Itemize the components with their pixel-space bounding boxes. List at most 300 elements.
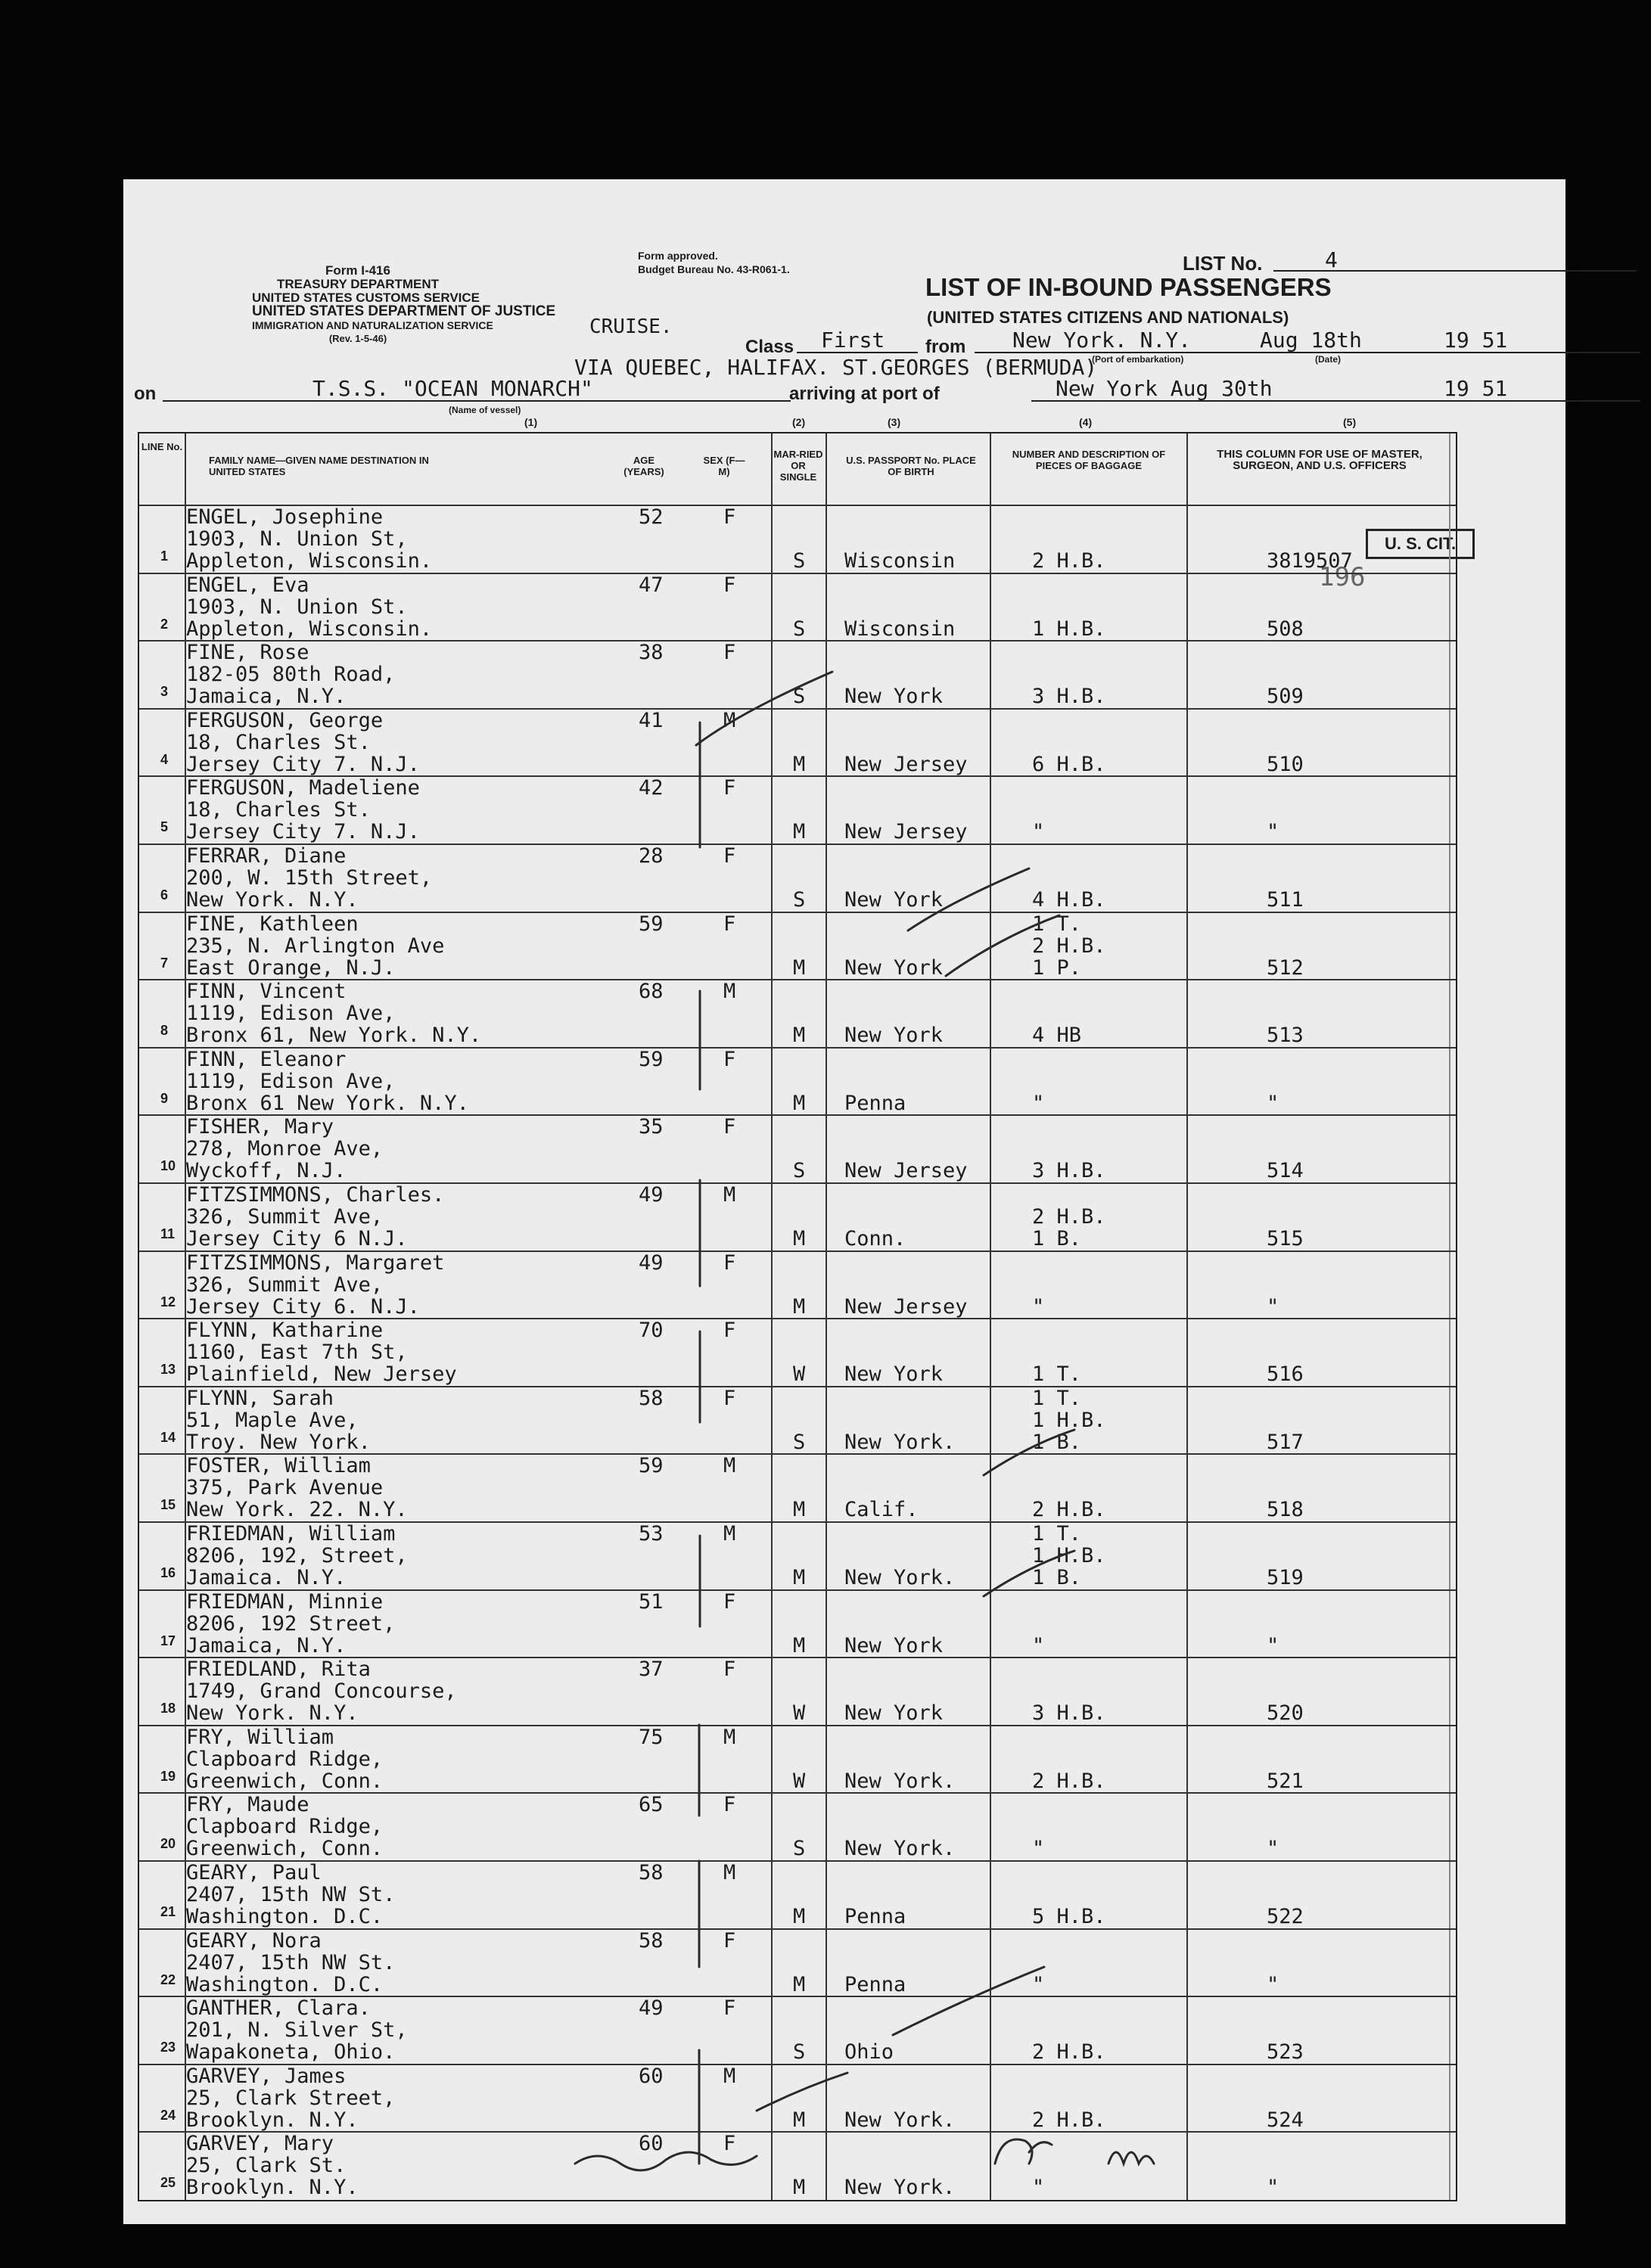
address-line-2: Wapakoneta, Ohio.: [186, 2040, 396, 2065]
passenger-name: FOSTER, William: [186, 1454, 371, 1478]
baggage-value: 4 H.B.: [1032, 888, 1106, 912]
col-num-1: (1): [524, 416, 538, 428]
address-line-2: Bronx 61, New York. N.Y.: [186, 1024, 482, 1048]
line-number: 24: [160, 2107, 176, 2123]
address-line-2: Bronx 61 New York. N.Y.: [186, 1091, 469, 1115]
officer-number: 3819507: [1267, 549, 1353, 573]
marital-status: M: [793, 752, 806, 776]
table-row: [139, 708, 1456, 776]
officer-number: 524: [1267, 2108, 1304, 2132]
sex-value: M: [723, 980, 736, 1004]
baggage-value: 2 H.B.: [1032, 549, 1106, 573]
table-row: [139, 1047, 1456, 1115]
table-row: [139, 1251, 1456, 1319]
officer-number: ": [1267, 1633, 1279, 1658]
address-line-2: Jamaica, N.Y.: [186, 685, 347, 709]
birthplace: Conn.: [844, 1227, 906, 1251]
officer-number: ": [1267, 1972, 1279, 1996]
address-line-2: Jamaica. N.Y.: [186, 1566, 347, 1589]
passenger-name: FINN, Vincent: [186, 980, 347, 1004]
passenger-name: FERRAR, Diane: [186, 844, 347, 868]
address-line-1: 1119, Edison Ave,: [186, 1002, 396, 1026]
table-row: [139, 1521, 1456, 1589]
baggage-value: 4 HB: [1032, 1024, 1082, 1048]
address-line-2: Appleton, Wisconsin.: [186, 549, 433, 573]
marital-status: M: [793, 1227, 806, 1251]
line-number: 6: [160, 887, 169, 903]
sex-value: F: [723, 1319, 736, 1343]
marital-status: M: [793, 1498, 806, 1522]
baggage-value: 2 H.B.: [1032, 2040, 1106, 2065]
document-title: LIST OF IN-BOUND PASSENGERS: [925, 273, 1332, 301]
officer-number: 519: [1267, 1566, 1304, 1589]
age-value: 37: [639, 1658, 664, 1682]
address-line-1: 18, Charles St.: [186, 730, 371, 754]
table-row: [139, 1114, 1456, 1182]
address-line-2: New York. 22. N.Y.: [186, 1498, 408, 1522]
sex-value: F: [723, 505, 736, 529]
passenger-name: FRIEDLAND, Rita: [186, 1658, 371, 1682]
passenger-name: FRIEDMAN, Minnie: [186, 1589, 384, 1614]
address-line-2: Jamaica, N.Y.: [186, 1633, 347, 1658]
sex-value: M: [723, 1861, 736, 1884]
officer-number: ": [1267, 2176, 1279, 2200]
officer-number: 508: [1267, 617, 1304, 641]
marital-status: S: [793, 888, 806, 912]
baggage-value: 2 H.B.: [1032, 1498, 1106, 1522]
officer-number: 523: [1267, 2040, 1304, 2065]
line-number: 18: [160, 1701, 176, 1717]
sex-value: F: [723, 1793, 736, 1817]
birthplace: Penna: [844, 1972, 906, 1996]
address-line-1: 375, Park Avenue: [186, 1476, 384, 1500]
line-number: 21: [160, 1904, 176, 1919]
marital-status: M: [793, 1091, 806, 1115]
address-line-2: Brooklyn. N.Y.: [186, 2108, 359, 2132]
passenger-name: GEARY, Nora: [186, 1928, 322, 1953]
sex-value: M: [723, 708, 736, 732]
sex-value: M: [723, 2064, 736, 2088]
ins-service: IMMIGRATION AND NATURALIZATION SERVICE: [252, 319, 493, 331]
table-row: [139, 1996, 1456, 2064]
officer-number: 516: [1267, 1362, 1304, 1387]
col-header-sex: SEX (F—M): [703, 455, 745, 477]
line-number: 4: [160, 751, 169, 767]
birthplace: New York.: [844, 1837, 956, 1861]
baggage-value: 6 H.B.: [1032, 752, 1106, 776]
address-line-2: Washington. D.C.: [186, 1905, 384, 1928]
address-line-2: Plainfield, New Jersey: [186, 1362, 457, 1387]
list-no-label: LIST No.: [1183, 252, 1263, 275]
form-number: Form I-416: [325, 263, 390, 278]
address-line-2: Washington. D.C.: [186, 1972, 384, 1996]
baggage-value: ": [1032, 2176, 1045, 2200]
age-value: 59: [639, 912, 664, 936]
sex-value: F: [723, 1589, 736, 1614]
marital-status: W: [793, 1701, 806, 1726]
sex-value: F: [723, 776, 736, 800]
sex-value: M: [723, 1522, 736, 1546]
birthplace: Wisconsin: [844, 617, 956, 641]
officer-number: 518: [1267, 1498, 1304, 1522]
baggage-value: 3 H.B.: [1032, 685, 1106, 709]
sex-value: F: [723, 912, 736, 936]
address-line-1: 1903, N. Union St,: [186, 527, 408, 551]
birthplace: New York.: [844, 1566, 956, 1589]
address-line-2: Jersey City 6 N.J.: [186, 1227, 408, 1251]
age-value: 42: [639, 776, 664, 800]
table-row: [139, 1182, 1456, 1251]
address-line-1: Clapboard Ridge,: [186, 1815, 384, 1839]
marital-status: S: [793, 685, 806, 709]
line-number: 23: [160, 2040, 176, 2055]
line-number: 11: [160, 1226, 176, 1241]
address-line-2: New York. N.Y.: [186, 888, 359, 912]
address-line-1: 25, Clark St.: [186, 2154, 347, 2178]
officer-number: 513: [1267, 1024, 1304, 1048]
age-value: 75: [639, 1725, 664, 1749]
address-line-1: 1903, N. Union St.: [186, 595, 408, 619]
document-subtitle: (UNITED STATES CITIZENS AND NATIONALS): [927, 308, 1289, 327]
address-line-1: 201, N. Silver St,: [186, 2018, 408, 2043]
budget-line: Budget Bureau No. 43-R061-1.: [638, 263, 790, 275]
marital-status: S: [793, 1159, 806, 1183]
officer-number: 522: [1267, 1905, 1304, 1928]
baggage-value: 2 H.B.: [1032, 2108, 1106, 2132]
marital-status: S: [793, 617, 806, 641]
marital-status: M: [793, 1566, 806, 1589]
passenger-name: FITZSIMMONS, Charles.: [186, 1183, 445, 1207]
on-label: on: [134, 384, 157, 404]
address-line-1: 235, N. Arlington Ave: [186, 934, 445, 958]
address-line-2: Jersey City 7. N.J.: [186, 752, 420, 776]
vessel-caption: (Name of vessel): [449, 405, 521, 415]
table-row: [139, 1657, 1456, 1725]
address-line-1: 25, Clark Street,: [186, 2086, 396, 2110]
passenger-name: ENGEL, Josephine: [186, 505, 384, 529]
baggage-value: ": [1032, 1294, 1045, 1319]
arrival-port: New York Aug 30th: [1056, 376, 1273, 401]
depart-date: Aug 18th: [1260, 328, 1362, 353]
sex-value: F: [723, 1928, 736, 1953]
birthplace: New York.: [844, 1430, 956, 1454]
officer-number: 511: [1267, 888, 1304, 912]
officer-number: 515: [1267, 1227, 1304, 1251]
officer-number: 512: [1267, 955, 1304, 980]
passenger-name: FLYNN, Katharine: [186, 1319, 384, 1343]
table-row: [139, 1318, 1456, 1386]
age-value: 49: [639, 1996, 664, 2021]
col-header-officers: THIS COLUMN FOR USE OF MASTER, SURGEON, AND U.S. OFFICERS: [1217, 448, 1422, 472]
passenger-name: FRY, William: [186, 1725, 334, 1749]
line-number: 10: [160, 1158, 176, 1174]
col-header-married: MAR-RIED OR SINGLE: [773, 449, 823, 483]
table-row: [139, 573, 1456, 641]
birthplace: New York: [844, 1701, 944, 1726]
birthplace: New Jersey: [844, 752, 968, 776]
sex-value: F: [723, 1386, 736, 1410]
address-line-1: Clapboard Ridge,: [186, 1747, 384, 1771]
address-line-1: 182-05 80th Road,: [186, 663, 396, 687]
line-number: 7: [160, 955, 169, 971]
officer-number: ": [1267, 1294, 1279, 1319]
birthplace: New York: [844, 685, 944, 709]
cruise-label: CRUISE.: [589, 315, 673, 338]
marital-status: W: [793, 1769, 806, 1793]
birthplace: New Jersey: [844, 1294, 968, 1319]
table-row: [139, 1792, 1456, 1860]
address-line-2: Wyckoff, N.J.: [186, 1159, 347, 1183]
table-row: [139, 2064, 1456, 2132]
dept-justice: UNITED STATES DEPARTMENT OF JUSTICE: [252, 303, 556, 319]
table-row: [139, 1725, 1456, 1793]
officer-number: ": [1267, 1837, 1279, 1861]
sex-value: F: [723, 2132, 736, 2156]
birthplace: Ohio: [844, 2040, 894, 2065]
approval-line: Form approved.: [638, 250, 718, 262]
from-value: New York. N.Y.: [1012, 328, 1192, 353]
col-header-passport: U.S. PASSPORT No. PLACE OF BIRTH: [846, 455, 976, 477]
passenger-name: FRIEDMAN, William: [186, 1522, 396, 1546]
line-number: 20: [160, 1836, 176, 1852]
arrival-year: 19 51: [1444, 376, 1508, 401]
passenger-name: FINE, Kathleen: [186, 912, 359, 936]
passenger-name: FLYNN, Sarah: [186, 1386, 334, 1410]
baggage-value: ": [1032, 1091, 1045, 1115]
from-label: from: [925, 337, 966, 357]
birthplace: Penna: [844, 1905, 906, 1928]
passenger-table: [138, 432, 1457, 2201]
sex-value: M: [723, 1454, 736, 1478]
address-line-2: East Orange, N.J.: [186, 955, 396, 980]
officer-number: 509: [1267, 685, 1304, 709]
table-row: [139, 775, 1456, 844]
list-no-value: 4: [1325, 247, 1338, 272]
address-line-1: 326, Summit Ave,: [186, 1205, 384, 1229]
vessel-name: T.S.S. "OCEAN MONARCH": [312, 376, 593, 401]
line-number: 2: [160, 616, 169, 632]
sex-value: F: [723, 573, 736, 597]
table-row: [139, 844, 1456, 912]
line-number: 12: [160, 1294, 176, 1310]
passenger-name: GARVEY, James: [186, 2064, 347, 2088]
birthplace: New York: [844, 1633, 944, 1658]
passenger-name: FISHER, Mary: [186, 1115, 334, 1139]
sex-value: F: [723, 1251, 736, 1275]
col-num-2: (2): [792, 416, 806, 428]
col-header-line-no: LINE No.: [141, 441, 183, 452]
officer-number: ": [1267, 1091, 1279, 1115]
address-line-2: Greenwich, Conn.: [186, 1837, 384, 1861]
sex-value: F: [723, 1658, 736, 1682]
marital-status: S: [793, 1837, 806, 1861]
address-line-1: 1160, East 7th St,: [186, 1341, 408, 1365]
baggage-value: ": [1032, 1633, 1045, 1658]
marital-status: M: [793, 2108, 806, 2132]
baggage-value: 1 T. 1 H.B. 1 B.: [1032, 1386, 1106, 1454]
address-line-1: 2407, 15th NW St.: [186, 1950, 396, 1974]
address-line-1: 200, W. 15th Street,: [186, 866, 433, 890]
col-header-baggage: NUMBER AND DESCRIPTION OF PIECES OF BAGGAGE: [1012, 449, 1166, 471]
passenger-name: FINE, Rose: [186, 641, 309, 665]
marital-status: S: [793, 2040, 806, 2065]
marital-status: M: [793, 955, 806, 980]
line-number: 9: [160, 1090, 169, 1106]
birthplace: New Jersey: [844, 820, 968, 844]
approval-note: [638, 249, 790, 276]
col-header-age: AGE (YEARS): [623, 455, 664, 477]
address-line-2: Jersey City 7. N.J.: [186, 820, 420, 844]
passenger-name: GARVEY, Mary: [186, 2132, 334, 2156]
line-number: 19: [160, 1768, 176, 1784]
depart-year: 19 51: [1444, 328, 1508, 353]
age-value: 58: [639, 1928, 664, 1953]
line-number: 14: [160, 1429, 176, 1445]
table-row: [139, 2131, 1456, 2199]
age-value: 59: [639, 1047, 664, 1071]
passenger-name: FRY, Maude: [186, 1793, 309, 1817]
passenger-name: FERGUSON, George: [186, 708, 384, 732]
date-caption: (Date): [1315, 354, 1342, 365]
age-value: 60: [639, 2132, 664, 2156]
age-value: 59: [639, 1454, 664, 1478]
age-value: 28: [639, 844, 664, 868]
address-line-1: 278, Monroe Ave,: [186, 1137, 384, 1161]
address-line-1: 326, Summit Ave,: [186, 1272, 384, 1297]
address-line-1: 8206, 192 Street,: [186, 1611, 396, 1636]
age-value: 65: [639, 1793, 664, 1817]
age-value: 70: [639, 1319, 664, 1343]
marital-status: M: [793, 820, 806, 844]
class-label: Class: [745, 337, 794, 357]
col-num-5: (5): [1343, 416, 1357, 428]
officer-number: ": [1267, 820, 1279, 844]
address-line-2: Greenwich, Conn.: [186, 1769, 384, 1793]
arriving-label: arriving at port of: [789, 384, 940, 404]
address-line-1: 51, Maple Ave,: [186, 1408, 359, 1432]
table-row: [139, 1928, 1456, 1996]
baggage-value: 1 H.B.: [1032, 617, 1106, 641]
birthplace: Wisconsin: [844, 549, 956, 573]
age-value: 53: [639, 1522, 664, 1546]
officer-number: 514: [1267, 1159, 1304, 1183]
baggage-value: 2 H.B.: [1032, 1769, 1106, 1793]
marital-status: M: [793, 2176, 806, 2200]
sex-value: F: [723, 641, 736, 665]
passenger-name: FINN, Eleanor: [186, 1047, 347, 1071]
marital-status: M: [793, 1024, 806, 1048]
line-number: 25: [160, 2175, 176, 2191]
address-line-1: 1119, Edison Ave,: [186, 1069, 396, 1093]
line-number: 15: [160, 1497, 176, 1513]
table-row: [139, 1860, 1456, 1928]
address-line-1: 1749, Grand Concourse,: [186, 1679, 457, 1704]
age-value: 49: [639, 1183, 664, 1207]
line-number: 22: [160, 1971, 176, 1987]
address-line-1: 2407, 15th NW St.: [186, 1883, 396, 1906]
age-value: 68: [639, 980, 664, 1004]
table-row: [139, 912, 1456, 980]
baggage-value: 3 H.B.: [1032, 1159, 1106, 1183]
marital-status: S: [793, 1430, 806, 1454]
officer-number: 510: [1267, 752, 1304, 776]
revision: (Rev. 1-5-46): [328, 333, 387, 344]
col-header-name: FAMILY NAME—GIVEN NAME DESTINATION IN UNITED STATES: [209, 455, 429, 477]
marital-status: M: [793, 1633, 806, 1658]
port-caption: (Port of embarkation): [1092, 354, 1184, 365]
birthplace: New York: [844, 1024, 944, 1048]
baggage-value: 1 T. 1 H.B. 1 B.: [1032, 1522, 1106, 1589]
passenger-name: GEARY, Paul: [186, 1861, 322, 1884]
us-citizen-stamp: U. S. CIT.: [1366, 529, 1475, 559]
sex-value: F: [723, 1047, 736, 1071]
line-number: 17: [160, 1633, 176, 1648]
age-value: 58: [639, 1386, 664, 1410]
baggage-value: ": [1032, 1837, 1045, 1861]
table-row: [139, 640, 1456, 708]
via-route: VIA QUEBEC, HALIFAX. ST.GEORGES (BERMUDA): [574, 355, 1098, 380]
baggage-value: 3 H.B.: [1032, 1701, 1106, 1726]
sex-value: M: [723, 1183, 736, 1207]
table-row: [139, 1386, 1456, 1454]
line-number: 8: [160, 1023, 169, 1039]
form-block: [252, 263, 556, 346]
table-row: [139, 979, 1456, 1047]
marital-status: W: [793, 1362, 806, 1387]
baggage-value: ": [1032, 820, 1045, 844]
passenger-name: FITZSIMMONS, Margaret: [186, 1251, 445, 1275]
marital-status: M: [793, 1905, 806, 1928]
birthplace: New York: [844, 955, 944, 980]
passenger-name: GANTHER, Clara.: [186, 1996, 371, 2021]
birthplace: New York.: [844, 2176, 956, 2200]
stamp-note: 196: [1319, 562, 1366, 592]
birthplace: Calif.: [844, 1498, 919, 1522]
address-line-2: Brooklyn. N.Y.: [186, 2176, 359, 2200]
age-value: 49: [639, 1251, 664, 1275]
dept-treasury: TREASURY DEPARTMENT: [276, 277, 440, 291]
line-number: 3: [160, 684, 169, 700]
marital-status: S: [793, 549, 806, 573]
table-row: [139, 1453, 1456, 1521]
birthplace: New York.: [844, 1769, 956, 1793]
age-value: 51: [639, 1589, 664, 1614]
address-line-2: Troy. New York.: [186, 1430, 371, 1454]
birthplace: New Jersey: [844, 1159, 968, 1183]
age-value: 58: [639, 1861, 664, 1884]
age-value: 41: [639, 708, 664, 732]
sex-value: F: [723, 1115, 736, 1139]
birthplace: New York: [844, 888, 944, 912]
officer-number: 521: [1267, 1769, 1304, 1793]
address-line-2: Jersey City 6. N.J.: [186, 1294, 420, 1319]
passenger-name: FERGUSON, Madeliene: [186, 776, 420, 800]
line-number: 5: [160, 819, 169, 835]
sex-value: M: [723, 1725, 736, 1749]
marital-status: M: [793, 1294, 806, 1319]
address-line-2: Appleton, Wisconsin.: [186, 617, 433, 641]
birthplace: New York: [844, 1362, 944, 1387]
class-value: First: [821, 328, 885, 353]
line-number: 16: [160, 1565, 176, 1580]
baggage-value: 1 T. 2 H.B. 1 P.: [1032, 912, 1106, 980]
sex-value: F: [723, 1996, 736, 2021]
address-line-1: 18, Charles St.: [186, 798, 371, 822]
baggage-value: 5 H.B.: [1032, 1905, 1106, 1928]
birthplace: Penna: [844, 1091, 906, 1115]
table-row: [139, 505, 1456, 573]
line-number: 1: [160, 548, 169, 564]
